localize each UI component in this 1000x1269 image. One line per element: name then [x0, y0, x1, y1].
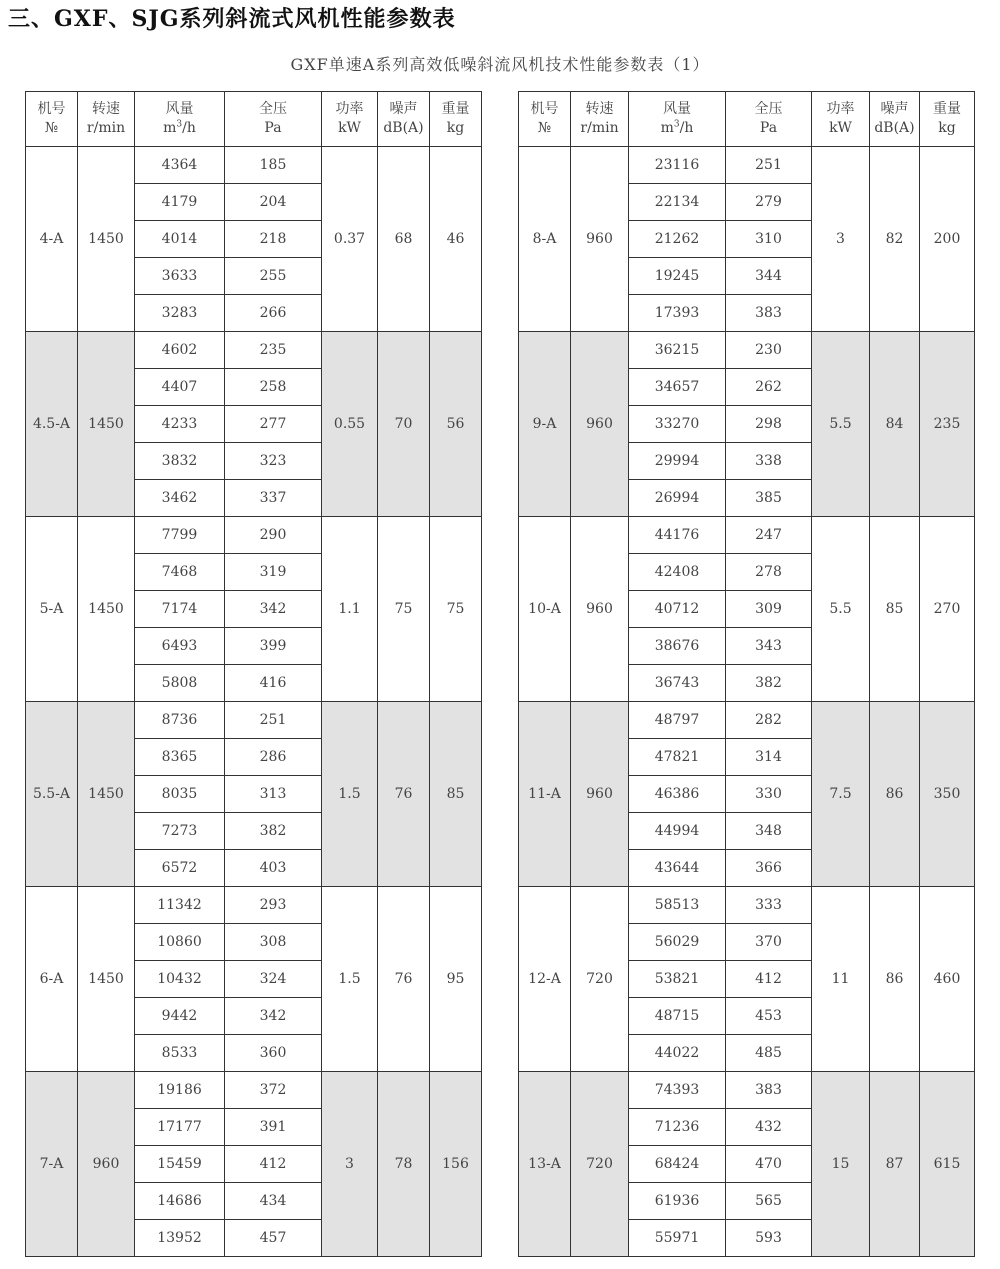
pressure-cell: 251: [726, 147, 812, 184]
model-cell: 9-A: [519, 332, 571, 517]
header-total-pressure: 全压 Pa: [225, 92, 322, 147]
noise-cell: 86: [870, 887, 920, 1072]
left-performance-table: [25, 91, 482, 1257]
air-volume-cell: 6493: [135, 628, 225, 665]
pressure-cell: 255: [225, 258, 322, 295]
air-volume-cell: 7468: [135, 554, 225, 591]
pressure-cell: 308: [225, 924, 322, 961]
air-volume-cell: 48715: [629, 998, 726, 1035]
speed-cell: 1450: [78, 332, 135, 517]
air-volume-cell: 74393: [629, 1072, 726, 1109]
pressure-cell: 348: [726, 813, 812, 850]
header-total-pressure: 全压 Pa: [726, 92, 812, 147]
header-model: 机号 №: [26, 92, 78, 147]
air-volume-cell: 3462: [135, 480, 225, 517]
pressure-cell: 235: [225, 332, 322, 369]
pressure-cell: 412: [225, 1146, 322, 1183]
pressure-cell: 324: [225, 961, 322, 998]
air-volume-cell: 11342: [135, 887, 225, 924]
pressure-cell: 323: [225, 443, 322, 480]
pressure-cell: 565: [726, 1183, 812, 1220]
model-cell: 5-A: [26, 517, 78, 702]
table-row: [519, 332, 975, 369]
air-volume-cell: 36743: [629, 665, 726, 702]
air-volume-cell: 4233: [135, 406, 225, 443]
weight-cell: 350: [920, 702, 975, 887]
page-heading: 三、GXF、SJG系列斜流式风机性能参数表: [8, 6, 456, 32]
pressure-cell: 372: [225, 1072, 322, 1109]
pressure-cell: 383: [726, 1072, 812, 1109]
noise-cell: 76: [378, 702, 430, 887]
model-cell: 5.5-A: [26, 702, 78, 887]
power-cell: 0.37: [322, 147, 378, 332]
air-volume-cell: 26994: [629, 480, 726, 517]
pressure-cell: 218: [225, 221, 322, 258]
power-cell: 1.5: [322, 702, 378, 887]
table-row: [519, 1072, 975, 1109]
pressure-cell: 337: [225, 480, 322, 517]
pressure-cell: 290: [225, 517, 322, 554]
noise-cell: 85: [870, 517, 920, 702]
weight-cell: 46: [430, 147, 482, 332]
power-cell: 5.5: [812, 517, 870, 702]
pressure-cell: 432: [726, 1109, 812, 1146]
noise-cell: 84: [870, 332, 920, 517]
table-row: [519, 147, 975, 184]
pressure-cell: 286: [225, 739, 322, 776]
air-volume-cell: 71236: [629, 1109, 726, 1146]
power-cell: 7.5: [812, 702, 870, 887]
air-volume-cell: 21262: [629, 221, 726, 258]
table-header-row: [519, 92, 975, 147]
air-volume-cell: 61936: [629, 1183, 726, 1220]
speed-cell: 960: [571, 332, 629, 517]
header-noise: 噪声 dB(A): [870, 92, 920, 147]
weight-cell: 460: [920, 887, 975, 1072]
pressure-cell: 277: [225, 406, 322, 443]
power-cell: 15: [812, 1072, 870, 1257]
pressure-cell: 293: [225, 887, 322, 924]
pressure-cell: 453: [726, 998, 812, 1035]
air-volume-cell: 4407: [135, 369, 225, 406]
air-volume-cell: 4014: [135, 221, 225, 258]
page-subtitle: GXF单速A系列高效低噪斜流风机技术性能参数表（1）: [290, 55, 710, 74]
model-cell: 13-A: [519, 1072, 571, 1257]
speed-cell: 1450: [78, 517, 135, 702]
table-row: [26, 332, 482, 369]
table-header-row: [26, 92, 482, 147]
air-volume-cell: 3832: [135, 443, 225, 480]
air-volume-cell: 46386: [629, 776, 726, 813]
air-volume-cell: 6572: [135, 850, 225, 887]
table-row: [26, 887, 482, 924]
table-row: [26, 702, 482, 739]
pressure-cell: 258: [225, 369, 322, 406]
speed-cell: 1450: [78, 147, 135, 332]
table-row: [519, 702, 975, 739]
air-volume-cell: 48797: [629, 702, 726, 739]
air-volume-cell: 43644: [629, 850, 726, 887]
air-volume-cell: 19245: [629, 258, 726, 295]
noise-cell: 78: [378, 1072, 430, 1257]
power-cell: 3: [812, 147, 870, 332]
air-volume-cell: 53821: [629, 961, 726, 998]
air-volume-cell: 33270: [629, 406, 726, 443]
pressure-cell: 383: [726, 295, 812, 332]
noise-cell: 68: [378, 147, 430, 332]
power-cell: 11: [812, 887, 870, 1072]
pressure-cell: 470: [726, 1146, 812, 1183]
pressure-cell: 204: [225, 184, 322, 221]
header-weight: 重量 kg: [430, 92, 482, 147]
air-volume-cell: 19186: [135, 1072, 225, 1109]
pressure-cell: 266: [225, 295, 322, 332]
air-volume-cell: 17177: [135, 1109, 225, 1146]
speed-cell: 720: [571, 887, 629, 1072]
air-volume-cell: 10860: [135, 924, 225, 961]
table-row: [26, 517, 482, 554]
pressure-cell: 278: [726, 554, 812, 591]
weight-cell: 615: [920, 1072, 975, 1257]
speed-cell: 960: [78, 1072, 135, 1257]
speed-cell: 720: [571, 1072, 629, 1257]
model-cell: 10-A: [519, 517, 571, 702]
air-volume-cell: 56029: [629, 924, 726, 961]
pressure-cell: 382: [726, 665, 812, 702]
model-cell: 8-A: [519, 147, 571, 332]
pressure-cell: 385: [726, 480, 812, 517]
pressure-cell: 247: [726, 517, 812, 554]
noise-cell: 82: [870, 147, 920, 332]
model-cell: 4.5-A: [26, 332, 78, 517]
header-power: 功率 kW: [812, 92, 870, 147]
air-volume-cell: 13952: [135, 1220, 225, 1257]
air-volume-cell: 7273: [135, 813, 225, 850]
air-volume-cell: 22134: [629, 184, 726, 221]
air-volume-cell: 58513: [629, 887, 726, 924]
weight-cell: 235: [920, 332, 975, 517]
pressure-cell: 485: [726, 1035, 812, 1072]
model-cell: 11-A: [519, 702, 571, 887]
header-speed: 转速 r/min: [571, 92, 629, 147]
pressure-cell: 403: [225, 850, 322, 887]
model-cell: 4-A: [26, 147, 78, 332]
pressure-cell: 185: [225, 147, 322, 184]
noise-cell: 87: [870, 1072, 920, 1257]
noise-cell: 86: [870, 702, 920, 887]
pressure-cell: 310: [726, 221, 812, 258]
air-volume-cell: 8365: [135, 739, 225, 776]
air-volume-cell: 7174: [135, 591, 225, 628]
noise-cell: 70: [378, 332, 430, 517]
air-volume-cell: 4602: [135, 332, 225, 369]
air-volume-cell: 68424: [629, 1146, 726, 1183]
air-volume-cell: 4179: [135, 184, 225, 221]
pressure-cell: 313: [225, 776, 322, 813]
speed-cell: 960: [571, 702, 629, 887]
air-volume-cell: 29994: [629, 443, 726, 480]
air-volume-cell: 47821: [629, 739, 726, 776]
noise-cell: 76: [378, 887, 430, 1072]
pressure-cell: 230: [726, 332, 812, 369]
air-volume-cell: 7799: [135, 517, 225, 554]
header-power: 功率 kW: [322, 92, 378, 147]
air-volume-cell: 8035: [135, 776, 225, 813]
weight-cell: 270: [920, 517, 975, 702]
air-volume-cell: 42408: [629, 554, 726, 591]
pressure-cell: 314: [726, 739, 812, 776]
air-volume-cell: 5808: [135, 665, 225, 702]
air-volume-cell: 40712: [629, 591, 726, 628]
air-volume-cell: 3283: [135, 295, 225, 332]
pressure-cell: 251: [225, 702, 322, 739]
pressure-cell: 391: [225, 1109, 322, 1146]
table-row: [26, 147, 482, 184]
air-volume-cell: 4364: [135, 147, 225, 184]
pressure-cell: 262: [726, 369, 812, 406]
right-performance-table: [518, 91, 975, 1257]
pressure-cell: 382: [225, 813, 322, 850]
air-volume-cell: 23116: [629, 147, 726, 184]
table-row: [519, 517, 975, 554]
pressure-cell: 344: [726, 258, 812, 295]
speed-cell: 960: [571, 147, 629, 332]
air-volume-cell: 15459: [135, 1146, 225, 1183]
table-row: [519, 887, 975, 924]
header-weight: 重量 kg: [920, 92, 975, 147]
pressure-cell: 416: [225, 665, 322, 702]
noise-cell: 75: [378, 517, 430, 702]
weight-cell: 75: [430, 517, 482, 702]
speed-cell: 960: [571, 517, 629, 702]
pressure-cell: 282: [726, 702, 812, 739]
model-cell: 12-A: [519, 887, 571, 1072]
air-volume-cell: 55971: [629, 1220, 726, 1257]
power-cell: 1.5: [322, 887, 378, 1072]
pressure-cell: 279: [726, 184, 812, 221]
pressure-cell: 343: [726, 628, 812, 665]
speed-cell: 1450: [78, 887, 135, 1072]
air-volume-cell: 38676: [629, 628, 726, 665]
pressure-cell: 333: [726, 887, 812, 924]
pressure-cell: 360: [225, 1035, 322, 1072]
air-volume-cell: 34657: [629, 369, 726, 406]
power-cell: 1.1: [322, 517, 378, 702]
air-volume-cell: 44176: [629, 517, 726, 554]
pressure-cell: 366: [726, 850, 812, 887]
speed-cell: 1450: [78, 702, 135, 887]
weight-cell: 200: [920, 147, 975, 332]
model-cell: 6-A: [26, 887, 78, 1072]
pressure-cell: 593: [726, 1220, 812, 1257]
air-volume-cell: 17393: [629, 295, 726, 332]
weight-cell: 85: [430, 702, 482, 887]
pressure-cell: 319: [225, 554, 322, 591]
header-air-volume: 风量 $m^3/h$: [629, 92, 726, 147]
table-row: [26, 1072, 482, 1109]
header-noise: 噪声 dB(A): [378, 92, 430, 147]
header-speed: 转速 r/min: [78, 92, 135, 147]
weight-cell: 56: [430, 332, 482, 517]
pressure-cell: 399: [225, 628, 322, 665]
pressure-cell: 457: [225, 1220, 322, 1257]
header-model: 机号 №: [519, 92, 571, 147]
pressure-cell: 338: [726, 443, 812, 480]
header-air-volume: 风量 $m^3/h$: [135, 92, 225, 147]
pressure-cell: 342: [225, 591, 322, 628]
power-cell: 3: [322, 1072, 378, 1257]
pressure-cell: 434: [225, 1183, 322, 1220]
air-volume-cell: 36215: [629, 332, 726, 369]
pressure-cell: 342: [225, 998, 322, 1035]
power-cell: 0.55: [322, 332, 378, 517]
air-volume-cell: 9442: [135, 998, 225, 1035]
pressure-cell: 330: [726, 776, 812, 813]
air-volume-cell: 14686: [135, 1183, 225, 1220]
weight-cell: 156: [430, 1072, 482, 1257]
air-volume-cell: 8736: [135, 702, 225, 739]
air-volume-cell: 44022: [629, 1035, 726, 1072]
air-volume-cell: 44994: [629, 813, 726, 850]
air-volume-cell: 3633: [135, 258, 225, 295]
model-cell: 7-A: [26, 1072, 78, 1257]
pressure-cell: 298: [726, 406, 812, 443]
air-volume-cell: 10432: [135, 961, 225, 998]
pressure-cell: 412: [726, 961, 812, 998]
power-cell: 5.5: [812, 332, 870, 517]
pressure-cell: 309: [726, 591, 812, 628]
pressure-cell: 370: [726, 924, 812, 961]
air-volume-cell: 8533: [135, 1035, 225, 1072]
weight-cell: 95: [430, 887, 482, 1072]
